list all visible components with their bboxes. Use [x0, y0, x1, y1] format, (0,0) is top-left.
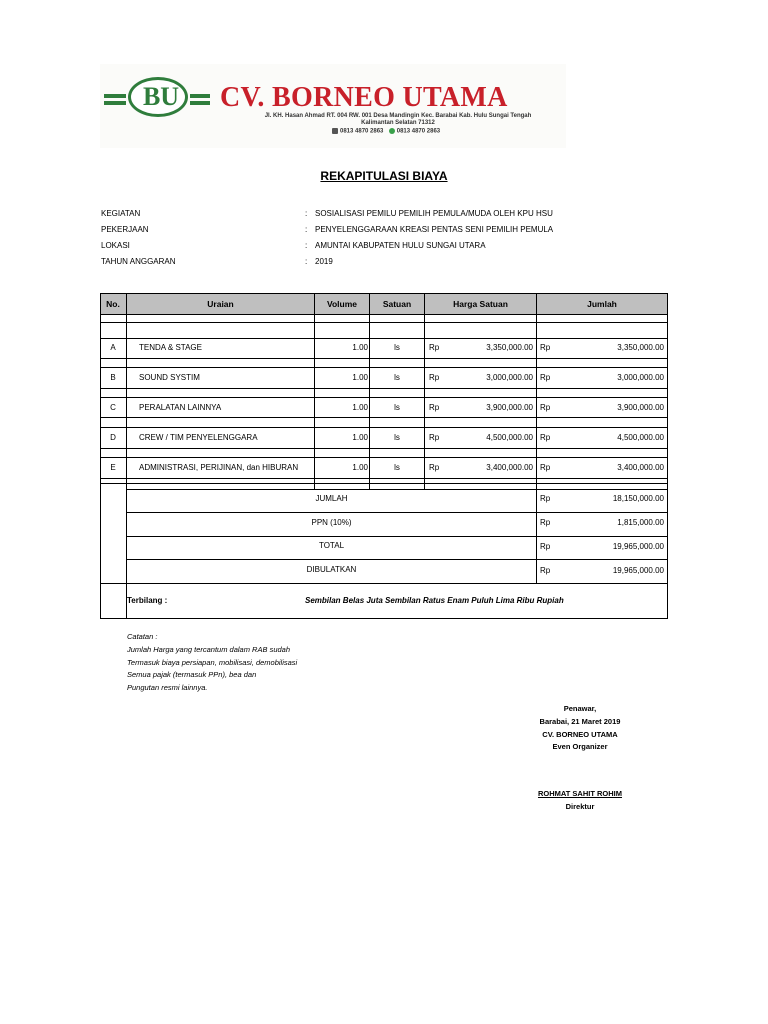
logo-bar-left-2	[104, 101, 126, 105]
notes-line: Jumlah Harga yang tercantum dalam RAB sudah	[127, 644, 291, 654]
row-c-volume: 1.00	[352, 403, 368, 412]
row-divider	[100, 427, 668, 428]
row-a-jumlah-currency: Rp	[540, 343, 551, 352]
row-b-harga-currency: Rp	[429, 373, 440, 382]
row-e-satuan: ls	[394, 463, 400, 472]
terbilang-label: Terbilang :	[127, 596, 168, 605]
row-c-harga-currency: Rp	[429, 403, 440, 412]
total-ppn-currency: Rp	[540, 518, 551, 527]
total-ppn-label: PPN (10%)	[311, 518, 352, 527]
notes-line: Pungutan resmi lainnya.	[127, 683, 208, 693]
row-d-jumlah-currency: Rp	[540, 433, 551, 442]
notes-line: Termasuk biaya persiapan, mobilisasi, demobilisasi	[127, 657, 298, 667]
row-d-harga: 4,500,000.00	[486, 433, 533, 442]
notes-heading: Catatan :	[127, 632, 158, 641]
row-divider	[100, 388, 668, 389]
row-d-uraian: CREW / TIM PENYELENGGARA	[139, 433, 258, 442]
row-divider	[100, 583, 668, 584]
row-b-uraian: SOUND SYSTIM	[139, 373, 200, 382]
info-label-tahun: TAHUN ANGGARAN	[101, 257, 176, 266]
row-divider	[126, 559, 668, 560]
row-divider	[100, 483, 668, 484]
row-c-satuan: ls	[394, 403, 400, 412]
total-ppn-value: 1,815,000.00	[617, 518, 664, 527]
signature-penawar: Penawar,	[563, 704, 597, 713]
total-jumlah-label: JUMLAH	[315, 494, 348, 503]
total-total-label: TOTAL	[318, 541, 345, 550]
total-jumlah-value: 18,150,000.00	[612, 494, 664, 503]
header-no: No.	[100, 293, 126, 314]
info-label-pekerjaan: PEKERJAAN	[101, 225, 149, 234]
table-border-bottom	[100, 618, 668, 619]
cost-table	[100, 293, 668, 619]
signer-name-text: ROHMAT SAHIT ROHIM	[537, 789, 623, 798]
header-volume: Volume	[315, 293, 369, 314]
signature-date: Barabai, 21 Maret 2019	[539, 716, 621, 726]
total-dibulatkan-value: 19,965,000.00	[612, 566, 664, 575]
letterhead	[100, 64, 566, 148]
row-divider	[100, 314, 668, 315]
info-colon: :	[305, 241, 308, 250]
address-line-1: Jl. KH. Hasan Ahmad RT. 004 RW. 001 Desa Mandingin Kec. Barabai Kab. Hulu Sungai Tengah	[264, 113, 532, 119]
row-a-harga-currency: Rp	[429, 343, 440, 352]
row-divider	[100, 457, 668, 458]
row-e-no: E	[110, 463, 116, 472]
info-colon: :	[305, 225, 308, 234]
row-c-no: C	[110, 403, 116, 412]
row-divider	[100, 367, 668, 368]
row-divider	[126, 489, 668, 490]
row-e-uraian: ADMINISTRASI, PERIJINAN, dan HIBURAN	[139, 463, 299, 472]
header-jumlah: Jumlah	[537, 293, 667, 314]
signature-subtitle: Even Organizer	[552, 742, 608, 752]
info-colon: :	[305, 257, 308, 266]
row-b-volume: 1.00	[352, 373, 368, 382]
address-line-2: Kalimantan Selatan 71312	[361, 120, 435, 126]
phone-number-2: 0813 4870 2863	[396, 128, 441, 135]
row-e-harga-currency: Rp	[429, 463, 440, 472]
table-border-top	[100, 293, 668, 294]
info-value-lokasi: AMUNTAI KABUPATEN HULU SUNGAI UTARA	[315, 241, 486, 250]
header-satuan: Satuan	[370, 293, 424, 314]
info-label-kegiatan: KEGIATAN	[101, 209, 141, 218]
table-border-left	[100, 293, 101, 619]
company-address	[238, 113, 558, 127]
row-e-jumlah: 3,400,000.00	[617, 463, 664, 472]
total-jumlah-currency: Rp	[540, 494, 551, 503]
row-divider	[100, 358, 668, 359]
row-b-jumlah: 3,000,000.00	[617, 373, 664, 382]
row-d-volume: 1.00	[352, 433, 368, 442]
row-a-jumlah: 3,350,000.00	[617, 343, 664, 352]
company-phones	[330, 128, 440, 135]
row-e-harga: 3,400,000.00	[486, 463, 533, 472]
whatsapp-icon	[389, 128, 395, 134]
total-total-currency: Rp	[540, 542, 551, 551]
row-d-satuan: ls	[394, 433, 400, 442]
row-a-volume: 1.00	[352, 343, 368, 352]
logo-text: BU	[142, 82, 180, 111]
signature-block	[480, 703, 680, 754]
terbilang-value: Sembilan Belas Juta Sembilan Ratus Enam Puluh Lima Ribu Rupiah	[305, 596, 564, 605]
signature-company: CV. BORNEO UTAMA	[542, 729, 618, 739]
phone-icon	[332, 128, 338, 134]
info-label-lokasi: LOKASI	[101, 241, 130, 250]
total-total-value: 19,965,000.00	[612, 542, 664, 551]
row-divider	[100, 322, 668, 323]
company-logo	[128, 77, 188, 117]
row-c-jumlah: 3,900,000.00	[617, 403, 664, 412]
row-a-harga: 3,350,000.00	[486, 343, 533, 352]
info-value-tahun: 2019	[315, 257, 333, 266]
row-d-harga-currency: Rp	[429, 433, 440, 442]
row-d-no: D	[110, 433, 116, 442]
header-uraian: Uraian	[127, 293, 314, 314]
row-divider	[100, 338, 668, 339]
info-colon: :	[305, 209, 308, 218]
row-c-uraian: PERALATAN LAINNYA	[139, 403, 222, 412]
row-divider	[100, 478, 668, 479]
row-c-harga: 3,900,000.00	[486, 403, 533, 412]
row-b-harga: 3,000,000.00	[486, 373, 533, 382]
total-dibulatkan-label: DIBULATKAN	[306, 565, 357, 574]
company-name: CV. BORNEO UTAMA	[220, 82, 508, 113]
signer-name	[480, 789, 680, 798]
row-divider	[100, 448, 668, 449]
row-d-jumlah: 4,500,000.00	[617, 433, 664, 442]
row-divider	[126, 536, 668, 537]
info-value-kegiatan: SOSIALISASI PEMILU PEMILIH PEMULA/MUDA OLEH KPU HSU	[315, 209, 553, 218]
logo-bar-left	[104, 94, 126, 98]
row-b-satuan: ls	[394, 373, 400, 382]
table-border-right	[667, 293, 668, 619]
row-divider	[126, 512, 668, 513]
row-e-jumlah-currency: Rp	[540, 463, 551, 472]
row-c-jumlah-currency: Rp	[540, 403, 551, 412]
notes-line: Semua pajak (termasuk PPn), bea dan	[127, 670, 257, 680]
row-a-no: A	[110, 343, 116, 352]
row-divider	[100, 417, 668, 418]
logo-bar-right	[190, 94, 210, 98]
phone-number-1: 0813 4870 2863	[340, 128, 384, 135]
document-title: REKAPITULASI BIAYA	[320, 169, 448, 183]
row-e-volume: 1.00	[352, 463, 368, 472]
header-harga-satuan: Harga Satuan	[425, 293, 536, 314]
total-dibulatkan-currency: Rp	[540, 566, 551, 575]
notes	[127, 631, 297, 695]
info-value-pekerjaan: PENYELENGGARAAN KREASI PENTAS SENI PEMILIH PEMULA	[315, 225, 554, 234]
row-b-jumlah-currency: Rp	[540, 373, 551, 382]
row-a-satuan: ls	[394, 343, 400, 352]
row-divider	[100, 397, 668, 398]
row-b-no: B	[110, 373, 116, 382]
signer-role: Direktur	[565, 802, 595, 811]
row-a-uraian: TENDA & STAGE	[139, 343, 202, 352]
logo-bar-right-2	[190, 101, 210, 105]
